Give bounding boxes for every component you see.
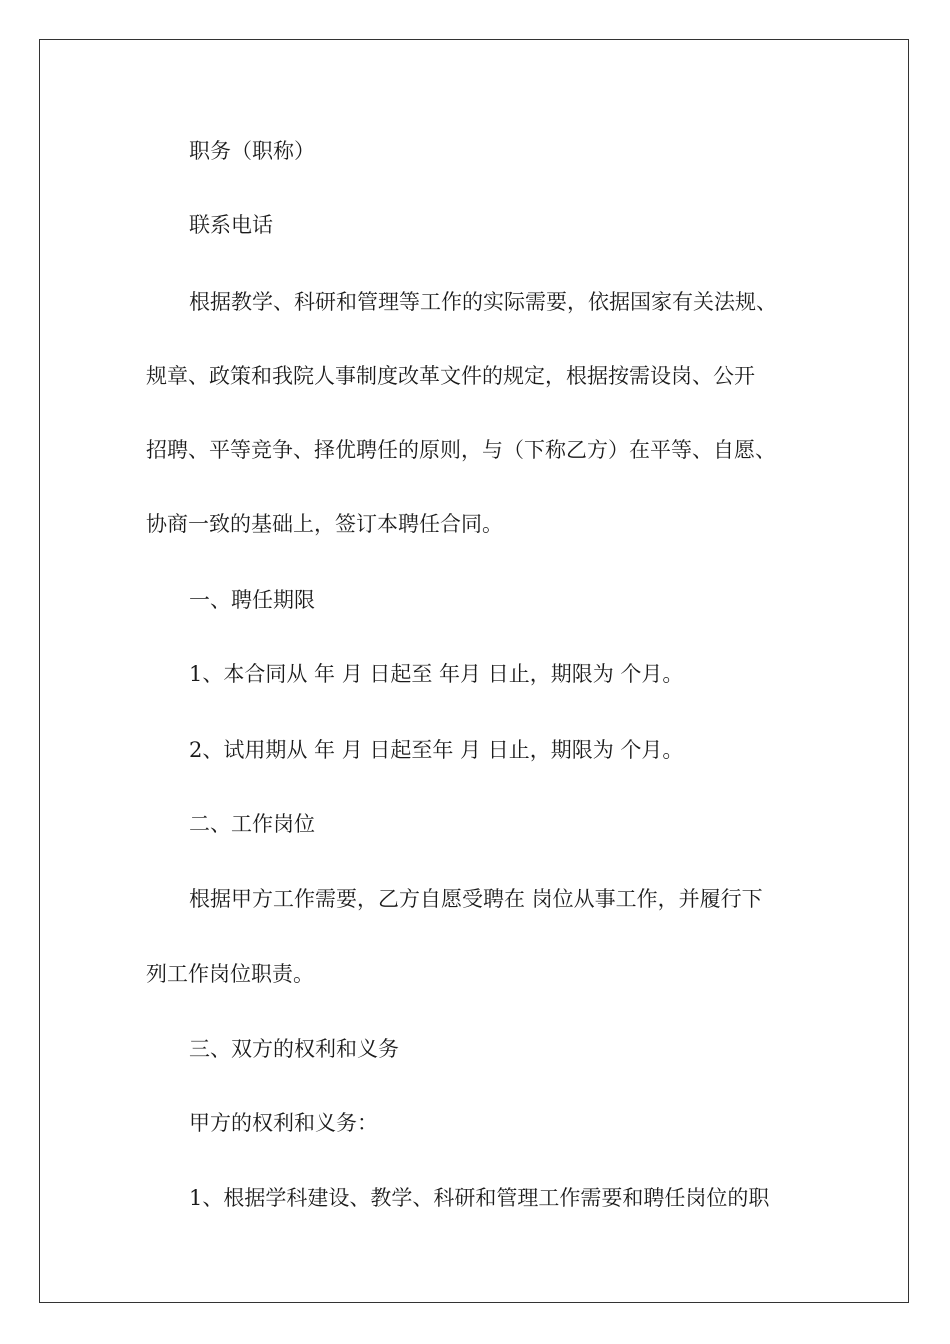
section-heading-position: 二、工作岗位 xyxy=(189,812,315,836)
clause-contract-period: 1、本合同从 年 月 日起至 年月 日止，期限为 个月。 xyxy=(189,662,684,686)
preamble-line-2: 规章、政策和我院人事制度改革文件的规定，根据按需设岗、公开 xyxy=(146,364,755,388)
preamble-line-1: 根据教学、科研和管理等工作的实际需要，依据国家有关法规、 xyxy=(189,290,777,314)
position-line-1: 根据甲方工作需要，乙方自愿受聘在 岗位从事工作，并履行下 xyxy=(189,887,763,911)
field-phone: 联系电话 xyxy=(189,213,273,237)
field-position-title: 职务（职称） xyxy=(189,139,315,163)
position-line-2: 列工作岗位职责。 xyxy=(146,962,314,986)
section-heading-rights: 三、双方的权利和义务 xyxy=(189,1037,399,1061)
section-heading-term: 一、聘任期限 xyxy=(189,588,315,612)
preamble-line-3: 招聘、平等竞争、择优聘任的原则，与（下称乙方）在平等、自愿、 xyxy=(146,438,776,462)
party-a-heading: 甲方的权利和义务： xyxy=(189,1111,378,1135)
clause-probation-period: 2、试用期从 年 月 日起至年 月 日止，期限为 个月。 xyxy=(189,738,684,762)
preamble-line-4: 协商一致的基础上，签订本聘任合同。 xyxy=(146,512,503,536)
party-a-clause-1: 1、根据学科建设、教学、科研和管理工作需要和聘任岗位的职 xyxy=(189,1186,770,1210)
